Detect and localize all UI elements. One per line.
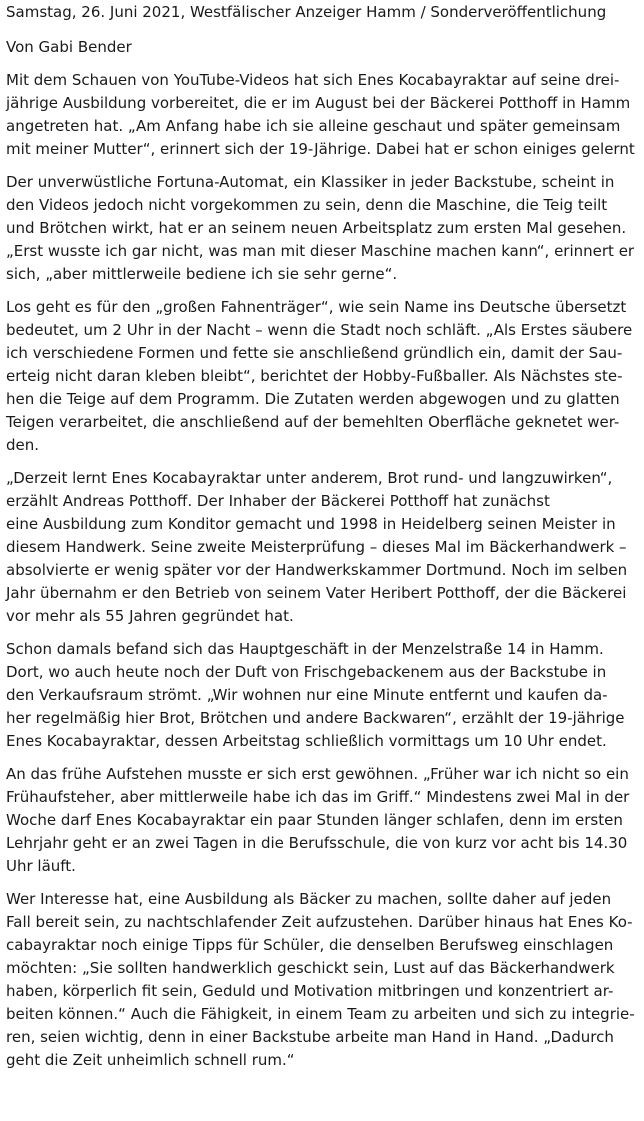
paragraph-line: und Brötchen wirkt, hat er an seinem neuen Arbeitsplatz zum ersten Mal gesehen.	[6, 219, 627, 237]
paragraph-line: haben, körperlich fit sein, Geduld und Motivation mitbringen und konzentriert ar-	[6, 982, 614, 1000]
paragraph-line: „Erst wusste ich gar nicht, was man mit dieser Maschine machen kann“, erinnert er	[6, 242, 635, 260]
paragraph-line: den.	[6, 436, 40, 454]
paragraph-2	[6, 171, 644, 286]
paragraph-line: Dort, wo auch heute noch der Duft von Frischgebackenem aus der Backstube in	[6, 663, 607, 681]
paragraph-line: angetreten hat. „Am Anfang habe ich sie alleine geschaut und später gemeinsam	[6, 117, 621, 135]
paragraph-line: sich, „aber mittlerweile bediene ich sie sehr gerne“.	[6, 265, 398, 283]
paragraph-line: Schon damals befand sich das Hauptgeschäft in der Menzelstraße 14 in Hamm.	[6, 640, 604, 658]
paragraph-line: beiten können.“ Auch die Fähigkeit, in einem Team zu arbeiten und sich zu integrie-	[6, 1005, 635, 1023]
paragraph-line: eine Ausbildung zum Konditor gemacht und 1998 in Heidelberg seinen Meister in	[6, 515, 616, 533]
paragraph-line: jährige Ausbildung vorbereitet, die er im August bei der Bäckerei Potthoff in Hamm	[6, 94, 631, 112]
paragraph-line: erzählt Andreas Potthoff. Der Inhaber der Bäckerei Potthoff hat zunächst	[6, 492, 550, 510]
paragraph-line: ich verschiedene Formen und fette sie anschließend gründlich ein, damit der Sau-	[6, 344, 623, 362]
paragraph-line: Woche darf Enes Kocabayraktar ein paar Stunden länger schlafen, denn im ersten	[6, 811, 623, 829]
paragraph-line: Uhr läuft.	[6, 857, 76, 875]
paragraph-line: erteig nicht daran kleben bleibt“, berichtet der Hobby-Fußballer. Als Nächstes ste-	[6, 367, 623, 385]
paragraph-line: möchten: „Sie sollten handwerklich geschickt sein, Lust auf das Bäckerhandwerk	[6, 959, 615, 977]
paragraph-line: ren, seien wichtig, denn in einer Backstube arbeite man Hand in Hand. „Dadurch	[6, 1028, 614, 1046]
paragraph-line: cabayraktar noch einige Tipps für Schüler, die denselben Berufsweg einschlagen	[6, 936, 614, 954]
paragraph-line: bedeutet, um 2 Uhr in der Nacht – wenn die Stadt noch schläft. „Als Erstes säubere	[6, 321, 633, 339]
paragraph-line: „Derzeit lernt Enes Kocabayraktar unter anderem, Brot rund- und langzuwirken“,	[6, 469, 613, 487]
paragraph-line: vor mehr als 55 Jahren gegründet hat.	[6, 607, 294, 625]
paragraph-line: hen die Teige auf dem Programm. Die Zutaten werden abgewogen und zu glatten	[6, 390, 620, 408]
paragraph-line: Fall bereit sein, zu nachtschlafender Zeit aufzustehen. Darüber hinaus hat Enes Ko-	[6, 913, 633, 931]
paragraph-line: geht die Zeit unheimlich schnell rum.“	[6, 1051, 295, 1069]
paragraph-5	[6, 638, 644, 753]
paragraph-line: Wer Interesse hat, eine Ausbildung als Bäcker zu machen, sollte daher auf jeden	[6, 890, 612, 908]
paragraph-line: Frühaufsteher, aber mittlerweile habe ich das im Griff.“ Mindestens zwei Mal in der	[6, 788, 630, 806]
paragraph-1	[6, 69, 644, 161]
paragraph-line: her regelmäßig hier Brot, Brötchen und andere Backwaren“, erzählt der 19-jährige	[6, 709, 625, 727]
paragraph-line: den Videos jedoch nicht vorgekommen zu sein, denn die Maschine, die Teig teilt	[6, 196, 608, 214]
paragraph-line: absolvierte er wenig später vor der Handwerkskammer Dortmund. Noch im selben	[6, 561, 628, 579]
paragraph-line: Enes Kocabayraktar, dessen Arbeitstag schließlich vormittags um 10 Uhr endet.	[6, 732, 607, 750]
paragraph-line: den Verkaufsraum strömt. „Wir wohnen nur eine Minute entfernt und kaufen da-	[6, 686, 608, 704]
paragraph-line: Lehrjahr geht er an zwei Tagen in die Berufsschule, die von kurz vor acht bis 14.30	[6, 834, 628, 852]
paragraph-line: Der unverwüstliche Fortuna-Automat, ein Klassiker in jeder Backstube, scheint in	[6, 173, 615, 191]
paragraph-3	[6, 296, 644, 457]
paragraph-line: Los geht es für den „großen Fahnenträger“, wie sein Name ins Deutsche übersetzt	[6, 298, 627, 316]
paragraph-line: Jahr übernahm er den Betrieb von seinem Vater Heribert Potthoff, der die Bäckerei	[6, 584, 627, 602]
publication-meta: Samstag, 26. Juni 2021, Westfälischer Anzeiger Hamm / Sonderveröffentlichung	[6, 3, 607, 21]
paragraph-line: mit meiner Mutter“, erinnert sich der 19-Jährige. Dabei hat er schon einiges gelernt	[6, 140, 635, 158]
author-byline: Von Gabi Bender	[6, 38, 132, 56]
paragraph-line: Teigen verarbeitet, die anschließend auf der bemehlten Oberfläche geknetet wer-	[6, 413, 620, 431]
paragraph-line: diesem Handwerk. Seine zweite Meisterprüfung – dieses Mal im Bäckerhandwerk –	[6, 538, 627, 556]
paragraph-line: Mit dem Schauen von YouTube-Videos hat sich Enes Kocabayraktar auf seine drei-	[6, 71, 620, 89]
paragraph-line: An das frühe Aufstehen musste er sich erst gewöhnen. „Früher war ich nicht so ein	[6, 765, 629, 783]
paragraph-7	[6, 888, 644, 1072]
paragraph-4	[6, 467, 644, 628]
article	[6, 0, 644, 1072]
paragraph-6	[6, 763, 644, 878]
